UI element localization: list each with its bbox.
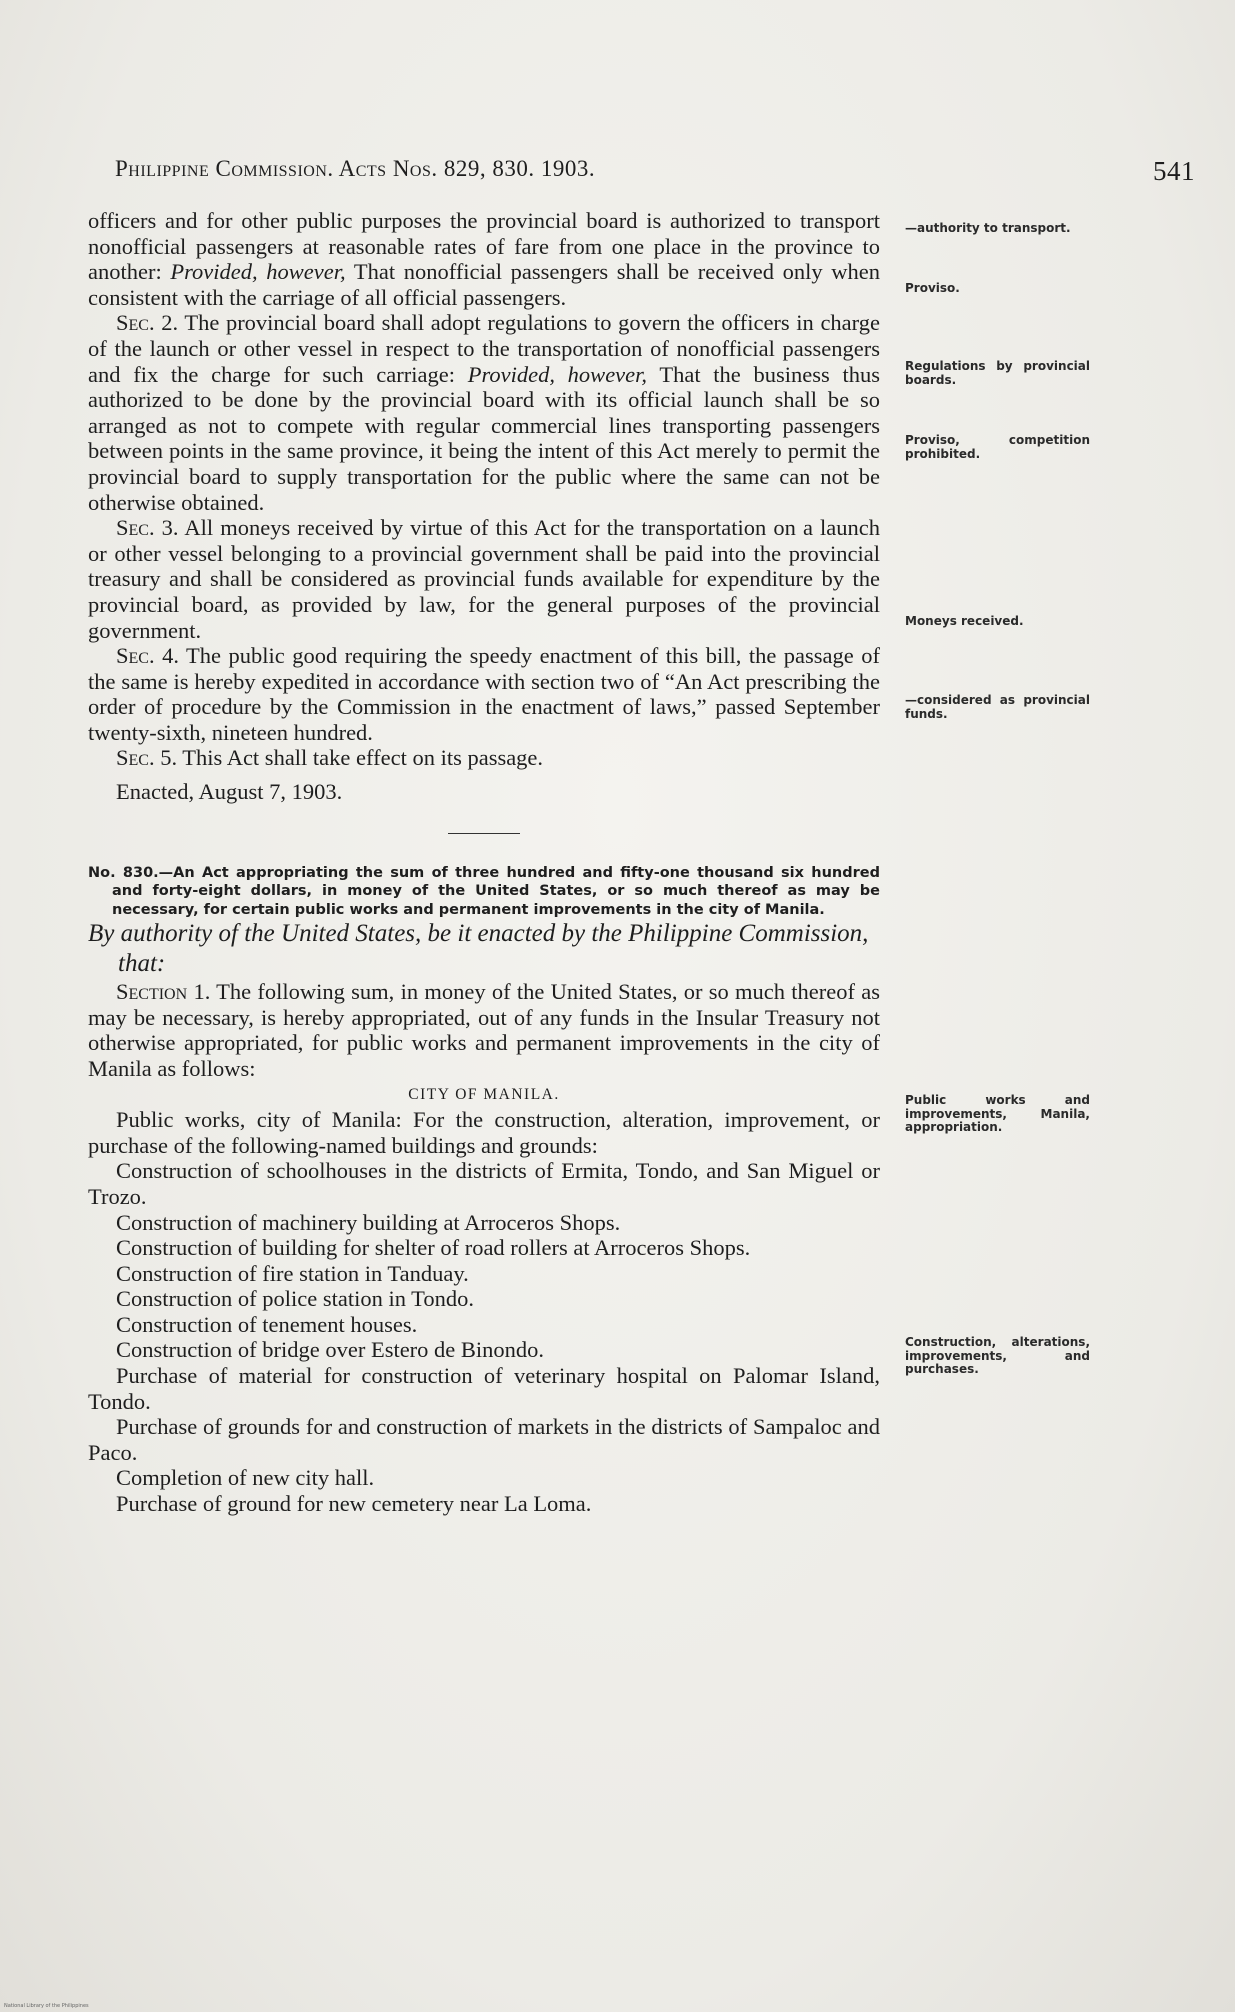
- list-item: Construction of fire station in Tanduay.: [116, 1260, 469, 1286]
- act829-sec3: Sec. 3. All moneys received by virtue of this Act for the transportation on a launch or other vessel belonging to a provincial government shall be paid into the provincial treasury and shall be considered as provincial funds available for expenditure by the provincial board, as provided by law, for the general purposes of the provincial government.: [88, 515, 880, 643]
- list-item: Construction of tenement houses.: [116, 1311, 418, 1337]
- section-divider: [448, 833, 520, 834]
- margin-note-moneys: Moneys received.: [905, 614, 1024, 628]
- act829-enacted: Enacted, August 7, 1903.: [116, 779, 343, 805]
- list-item: Construction of schoolhouses in the districts of Ermita, Tondo, and San Miguel or Trozo.: [88, 1158, 880, 1209]
- margin-note-proviso: Proviso.: [905, 281, 960, 295]
- margin-note-authority: —authority to transport.: [905, 221, 1071, 235]
- act829-sec5: Sec. 5. This Act shall take effect on its passage.: [116, 745, 544, 771]
- act829-sec2: Sec. 2. The provincial board shall adopt regulations to govern the officers in charge of the launch or other vessel in respect to the transportation of nonofficial passengers and fix the charge for such carriage: Provided, however, That the business thus authorized to be done by the provincial board with its official launch shall be so arranged as not to compete with regular commercial lines transporting passengers between points in the same province, it being the intent of this Act merely to permit the provincial board to supply transportation for the public where the same can not be otherwise obtained.: [88, 310, 880, 515]
- list-item: Purchase of material for construction of veterinary hospital on Palomar Island, Tondo.: [88, 1363, 880, 1414]
- margin-note-public-works: Public works and improvements, Manila, appropriation.: [905, 1093, 1090, 1134]
- footer-attribution: National Library of the Philippines: [4, 2003, 89, 2009]
- act830-title: No. 830.—An Act appropriating the sum of three hundred and fifty-one thousand six hundred and forty-eight dollars, in money of the United States, or so much thereof as may be necessary, for certain public works and permanent improvements in the city of Manila.: [88, 864, 880, 918]
- running-head: Philippine Commission. Acts Nos. 829, 830. 1903.: [115, 156, 596, 181]
- city-heading: CITY OF MANILA.: [408, 1085, 560, 1103]
- act830-enacting-clause: By authority of the United States, be it enacted by the Philippine Commission, that:: [88, 920, 869, 978]
- main-text: [88, 208, 880, 1517]
- margin-note-provincial-funds: —considered as provincial funds.: [905, 693, 1090, 721]
- act829-continuation: officers and for other public purposes the provincial board is authorized to transport nonofficial passengers at reasonable rates of fare from one place in the province to another: Provided, however, That nonofficial passengers shall be received only when consistent with the carriage of all official passengers.: [88, 208, 880, 310]
- margin-note-regulations: Regulations by provincial boards.: [905, 359, 1090, 387]
- act829-sec4: Sec. 4. The public good requiring the speedy enactment of this bill, the passage of the same is hereby expedited in accordance with section two of “An Act prescribing the order of procedure by the Commission in the enactment of laws,” passed September twenty-sixth, nineteen hundred.: [88, 643, 880, 745]
- list-item: Construction of police station in Tondo.: [116, 1286, 474, 1312]
- public-works-intro: Public works, city of Manila: For the construction, alteration, improvement, or purchase of the following-named buildings and grounds:: [88, 1107, 880, 1158]
- margin-note-construction: Construction, alterations, improvements, and purchases.: [905, 1335, 1090, 1376]
- margin-note-proviso-competition: Proviso, competition prohibited.: [905, 433, 1090, 461]
- list-item: Construction of building for shelter of road rollers at Arroceros Shops.: [116, 1235, 751, 1261]
- list-item: Purchase of ground for new cemetery near La Loma.: [116, 1491, 592, 1517]
- list-item: Completion of new city hall.: [116, 1465, 375, 1491]
- act830-section1: Section 1. The following sum, in money of the United States, or so much thereof as may be necessary, is hereby appropriated, out of any funds in the Insular Treasury not otherwise appropriated, for public works and permanent improvements in the city of Manila as follows:: [88, 979, 880, 1081]
- list-item: Construction of bridge over Estero de Binondo.: [116, 1337, 545, 1363]
- list-item: Construction of machinery building at Arroceros Shops.: [116, 1209, 621, 1235]
- list-item: Purchase of grounds for and construction of markets in the districts of Sampaloc and Paco.: [88, 1414, 880, 1465]
- page-number: 541: [1153, 156, 1195, 186]
